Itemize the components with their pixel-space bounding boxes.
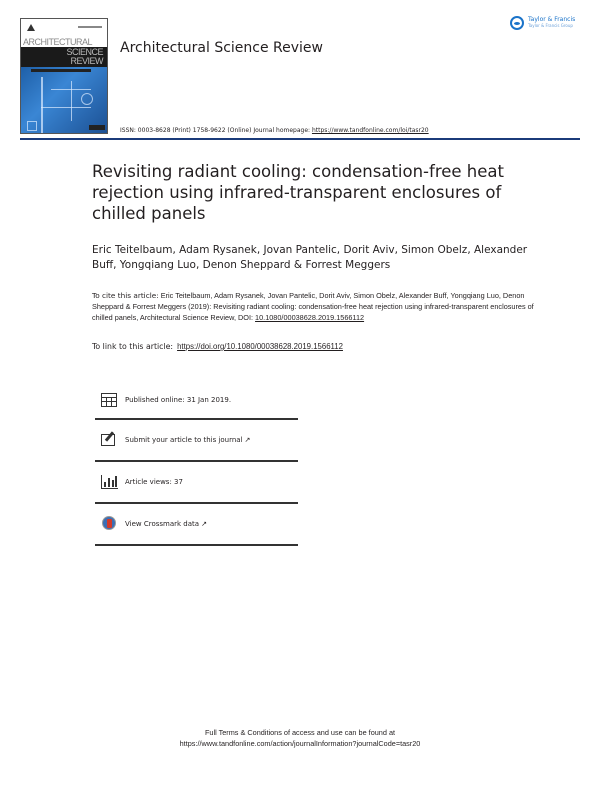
cover-band bbox=[21, 47, 107, 67]
publisher-logo bbox=[510, 16, 575, 30]
cover-line bbox=[41, 107, 91, 108]
cover-label bbox=[89, 125, 105, 130]
footer-terms-url[interactable]: https://www.tandfonline.com/action/journalInformation?journalCode=tasr20 bbox=[179, 739, 421, 748]
external-link-icon: ↗ bbox=[244, 436, 251, 444]
cover-line bbox=[51, 89, 91, 90]
citation-block bbox=[92, 291, 542, 323]
citation-text: Eric Teitelbaum, Adam Rysanek, Jovan Pantelic, Dorit Aviv, Simon Obelz, Alexander Buff, Yongqiang Luo, Denon Sheppard & Forrest Meggers (2019): Revisiting radiant cooling: condensation-free heat rejection using infrared-transparent enclosures of chilled panels, Architectural Science Review, DOI: bbox=[92, 291, 534, 322]
cover-title-line2: SCIENCE bbox=[66, 47, 103, 57]
issn-text: ISSN: 0003-8628 (Print) 1758-9622 (Online) Journal homepage: bbox=[120, 127, 312, 134]
header-divider bbox=[20, 138, 580, 140]
cover-line bbox=[41, 77, 43, 133]
cover-blueprint bbox=[21, 67, 107, 134]
journal-homepage-link[interactable]: https://www.tandfonline.com/loi/tasr20 bbox=[311, 127, 429, 134]
cover-top bbox=[21, 19, 107, 39]
cover-title-line3: REVIEW bbox=[70, 56, 103, 66]
submit-article-link[interactable]: Submit your article to this journal bbox=[125, 436, 243, 444]
cover-circle bbox=[81, 93, 93, 105]
issn-line bbox=[120, 127, 429, 134]
cover-small-text bbox=[78, 26, 102, 28]
publisher-name-line2: Taylor & Francis Group bbox=[528, 23, 573, 28]
submit-article-item[interactable] bbox=[95, 420, 298, 460]
cover-logo-icon bbox=[27, 24, 35, 31]
edit-icon bbox=[99, 431, 119, 449]
article-link[interactable]: https://doi.org/10.1080/00038628.2019.1566112 bbox=[177, 342, 343, 351]
bar-chart-icon bbox=[99, 473, 119, 491]
cover-box bbox=[27, 121, 37, 131]
citation-label: To cite this article: bbox=[92, 291, 159, 300]
article-meta-list bbox=[95, 380, 298, 546]
article-views-text: Article views: 37 bbox=[125, 478, 183, 486]
taylor-francis-logo-icon bbox=[510, 16, 524, 30]
calendar-icon bbox=[99, 391, 119, 409]
published-online-item bbox=[95, 382, 298, 418]
article-link-line bbox=[92, 342, 343, 351]
journal-title: Architectural Science Review bbox=[120, 40, 323, 56]
footer-terms-text: Full Terms & Conditions of access and use can be found at bbox=[204, 728, 396, 737]
publisher-name bbox=[528, 17, 575, 29]
crossmark-item[interactable] bbox=[95, 504, 298, 544]
cover-title-line1: ARCHITECTURAL bbox=[23, 37, 93, 47]
footer bbox=[0, 727, 600, 749]
article-authors: Eric Teitelbaum, Adam Rysanek, Jovan Pantelic, Dorit Aviv, Simon Obelz, Alexander Buff, Yongqiang Luo, Denon Sheppard & Forrest Meggers bbox=[92, 244, 528, 271]
journal-cover-image bbox=[20, 18, 108, 134]
published-online-text: Published online: 31 Jan 2019. bbox=[125, 396, 232, 404]
cover-line bbox=[71, 81, 72, 121]
meta-divider bbox=[95, 544, 298, 546]
article-link-label: To link to this article: bbox=[92, 342, 174, 351]
doi-link[interactable]: 10.1080/00038628.2019.1566112 bbox=[255, 312, 365, 322]
external-link-icon: ↗ bbox=[201, 520, 207, 528]
crossmark-link[interactable]: View Crossmark data bbox=[125, 520, 200, 528]
cover-strip bbox=[31, 69, 91, 72]
article-views-item bbox=[95, 462, 298, 502]
article-title: Revisiting radiant cooling: condensation-free heat rejection using infrared-transparent enclosures of chilled panels bbox=[92, 162, 504, 223]
publisher-name-line1: Taylor & Francis bbox=[528, 16, 576, 23]
crossmark-icon bbox=[99, 515, 119, 533]
